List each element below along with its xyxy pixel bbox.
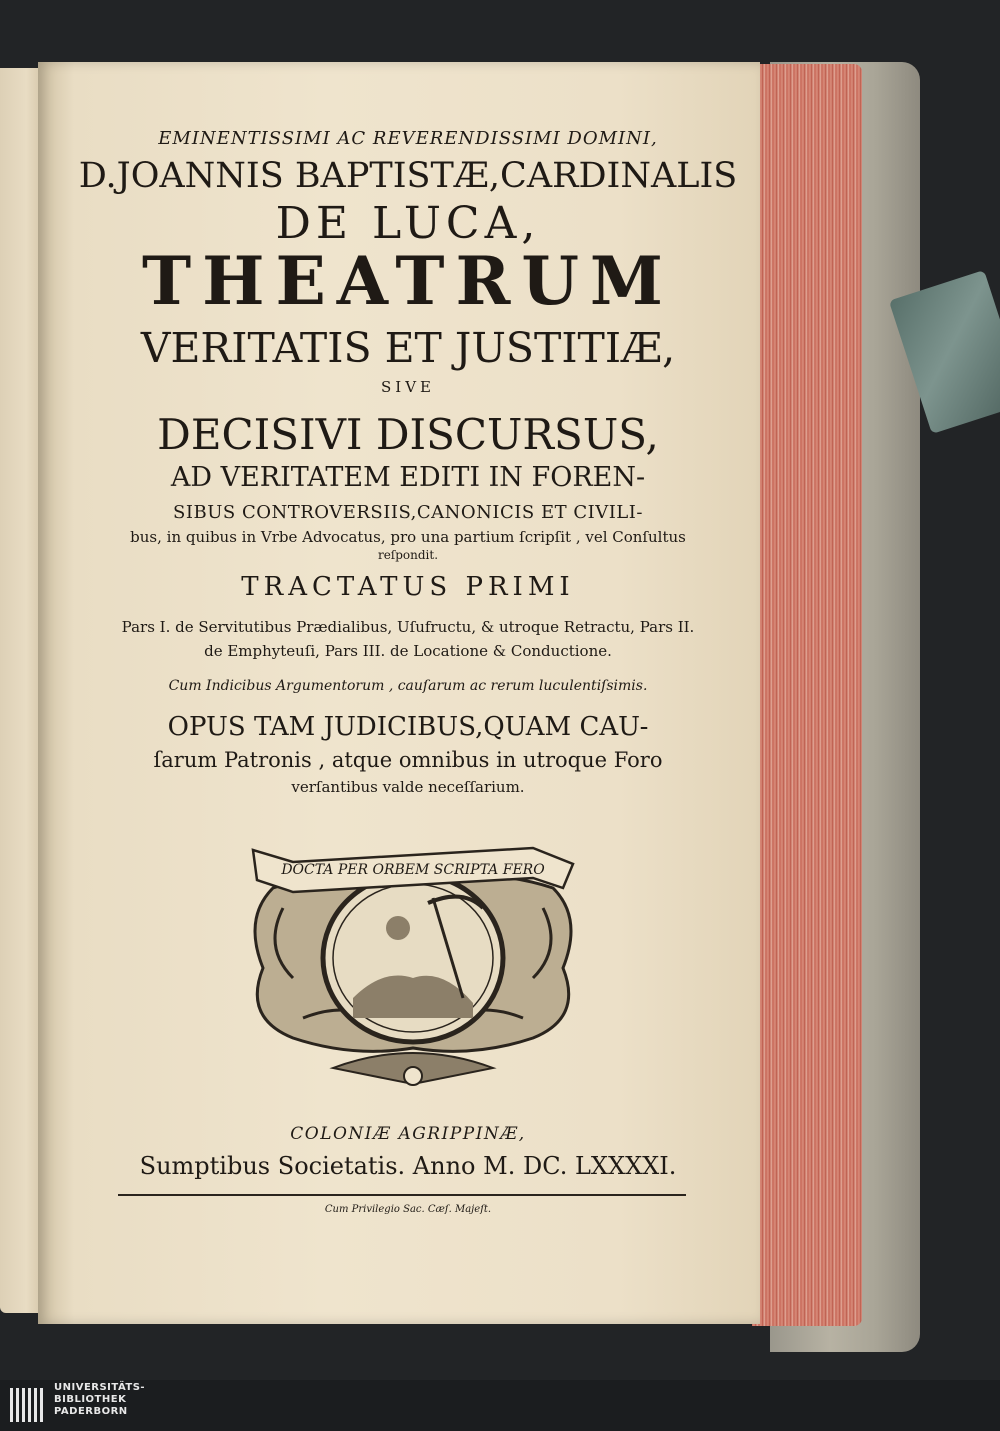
privilege-line: Cum Privilegio Sac. Cæſ. Majeſt.	[324, 1204, 492, 1215]
subtitle-line: VERITATIS ET JUSTITIÆ,	[140, 324, 676, 372]
indices-line: Cum Indicibus Argumentorum , cauſarum ac rerum luculentiſsimis.	[168, 678, 648, 694]
dedication-line: EMINENTISSIMI AC REVERENDISSIMI DOMINI,	[158, 128, 658, 149]
description-line-3: bus, in quibus in Vrbe Advocatus, pro una partium ſcripſit , vel Conſultus	[130, 528, 686, 546]
title-page	[38, 62, 760, 1324]
parts-line-2: de Emphyteuſi, Pars III. de Locatione & Conductione.	[204, 642, 612, 660]
logo-line-2: BIBLIOTHEK	[54, 1394, 127, 1405]
author-name-line: D.JOANNIS BAPTISTÆ,CARDINALIS	[78, 156, 738, 196]
logo-line-1: UNIVERSITÄTS-	[54, 1382, 146, 1393]
main-title: THEATRUM	[142, 242, 674, 320]
printers-device-emblem	[233, 828, 593, 1092]
parts-line-1: Pars I. de Servitutibus Prædialibus, Uſufructu, & utroque Retractu, Pars II.	[121, 618, 695, 636]
sive-line: SIVE	[381, 378, 435, 396]
opus-line-1: OPUS TAM JUDICIBUS,QUAM CAU-	[167, 712, 649, 742]
tractatus-heading: TRACTATUS PRIMI	[241, 572, 575, 602]
imprint-rule	[118, 1194, 686, 1196]
opus-line-2: ſarum Patronis , atque omnibus in utroque Foro	[153, 748, 663, 772]
emblem-motto: DOCTA PER ORBEM SCRIPTA FERO	[281, 862, 545, 878]
imprint-line: Sumptibus Societatis. Anno M. DC. LXXXXI.	[139, 1152, 677, 1180]
opus-line-3: verſantibus valde neceſſarium.	[291, 778, 525, 796]
red-fore-edge	[752, 64, 862, 1326]
imprint-place: COLONIÆ AGRIPPINÆ,	[290, 1124, 526, 1144]
description-line-2: SIBUS CONTROVERSIIS,CANONICIS ET CIVILI-	[173, 502, 643, 523]
author-surname-line: DE LUCA,	[275, 198, 541, 249]
logo-line-3: PADERBORN	[54, 1406, 128, 1417]
library-logo-icon	[8, 1384, 50, 1426]
library-footer	[0, 1380, 1000, 1431]
alt-title-line: DECISIVI DISCURSUS,	[157, 410, 659, 459]
description-line-4: reſpondit.	[377, 548, 439, 562]
library-logo-text	[54, 1382, 145, 1418]
description-line-1: AD VERITATEM EDITI IN FOREN-	[170, 462, 646, 493]
